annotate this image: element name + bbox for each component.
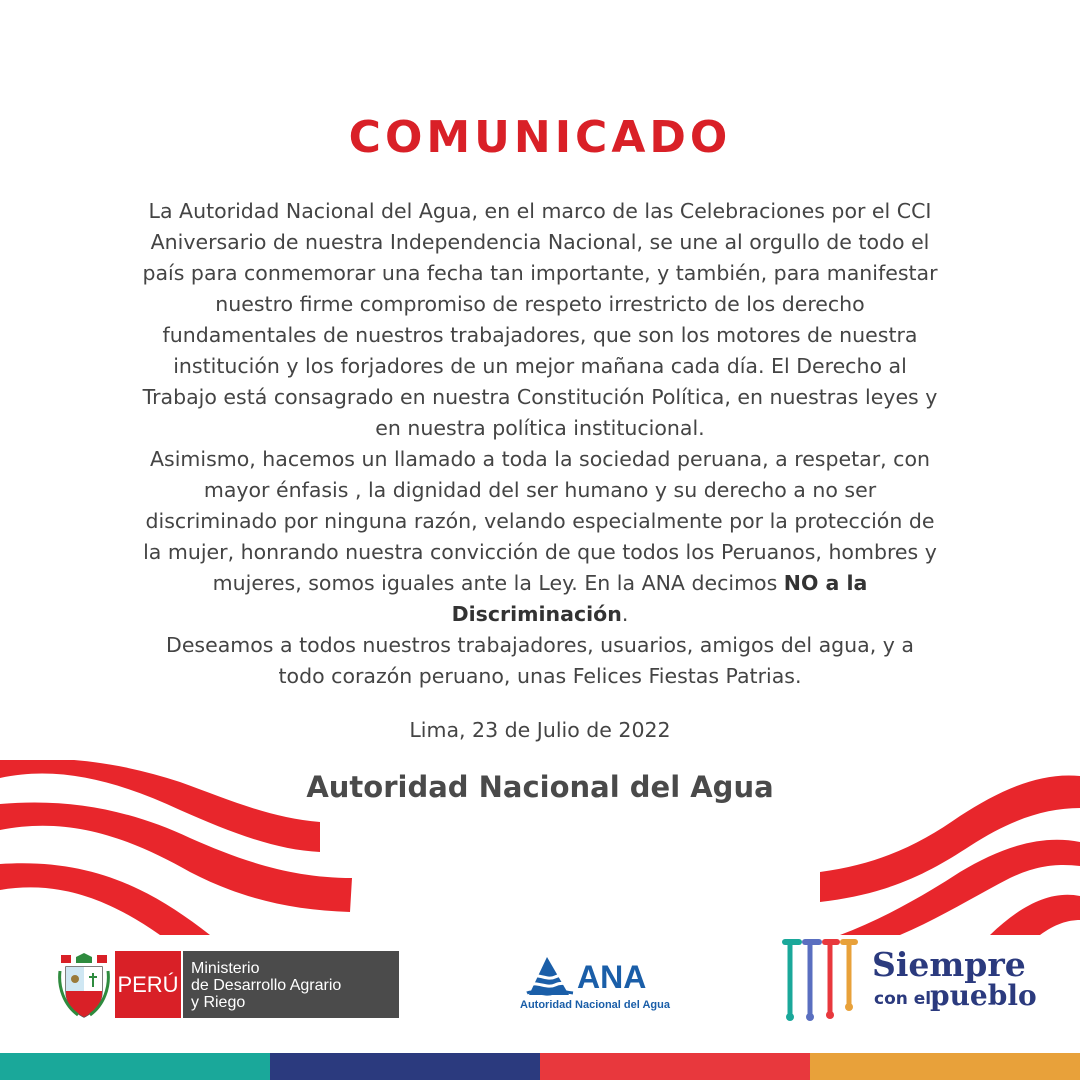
ministry-logo xyxy=(58,951,400,1019)
paragraph-2-end: . xyxy=(621,602,629,626)
ana-name: ANA xyxy=(577,959,647,995)
stripe-teal xyxy=(0,1053,270,1080)
slogan-line-2b: pueblo xyxy=(930,979,1037,1012)
ana-wave-mark-icon xyxy=(525,955,575,999)
ministry-line-1: Ministerio xyxy=(191,960,260,977)
paragraph-2-text: Asimismo, hacemos un llamado a toda la sociedad peruana, a respetar, con mayor énfasis , la dignidad del ser humano y su derecho a no ser discriminado por ninguna razón, velando especialmente por la protección de la mujer, honrando nuestra convicción de que todos los Peruanos, hombres y mujeres, somos iguales ante la Ley. En la ANA decimos xyxy=(143,447,937,595)
paragraph-2 xyxy=(140,444,940,630)
ana-logo xyxy=(515,953,675,1017)
slogan-logo xyxy=(780,935,1040,1035)
ministry-line-2: de Desarrollo Agrario xyxy=(191,977,342,994)
ana-subtitle: Autoridad Nacional del Agua xyxy=(520,999,670,1011)
ministry-name xyxy=(181,951,399,1018)
paragraph-1: La Autoridad Nacional del Agua, en el marco de las Celebraciones por el CCI Aniversario de nuestra Independencia Nacional, se une al orgullo de todo el país para conmemorar una fecha tan importante, y también, para manifestar nuestro firme compromiso de respeto irrestricto de los derecho fundamentales de nuestros trabajadores, que son los motores de nuestra institución y los forjadores de un mejor mañana cada día. El Derecho al Trabajo está consagrado en nuestra Constitución Política, en nuestras leyes y en nuestra política institucional. xyxy=(142,199,938,440)
siempre-figures-icon xyxy=(780,935,862,1025)
ministry-line-3: y Riego xyxy=(191,994,246,1011)
footer-logos xyxy=(0,935,1080,1053)
stripe-red xyxy=(540,1053,810,1080)
page-title: COMUNICADO xyxy=(348,112,732,163)
slogan-line-2a: con el xyxy=(874,989,932,1009)
paragraph-2-emphasis: NO a la Discriminación xyxy=(451,571,868,626)
slogan-line-1: Siempre xyxy=(872,945,1026,984)
communique-body xyxy=(140,196,940,692)
peru-coat-of-arms-icon xyxy=(58,951,110,1019)
signature: Autoridad Nacional del Agua xyxy=(306,770,774,804)
date-line: Lima, 23 de Julio de 2022 xyxy=(409,718,671,742)
stripe-navy xyxy=(270,1053,540,1080)
paragraph-3: Deseamos a todos nuestros trabajadores, usuarios, amigos del agua, y a todo corazón peruano, unas Felices Fiestas Patrias. xyxy=(166,633,914,688)
peru-label: PERÚ xyxy=(115,951,181,1018)
stripe-orange xyxy=(810,1053,1080,1080)
color-stripes xyxy=(0,1053,1080,1080)
